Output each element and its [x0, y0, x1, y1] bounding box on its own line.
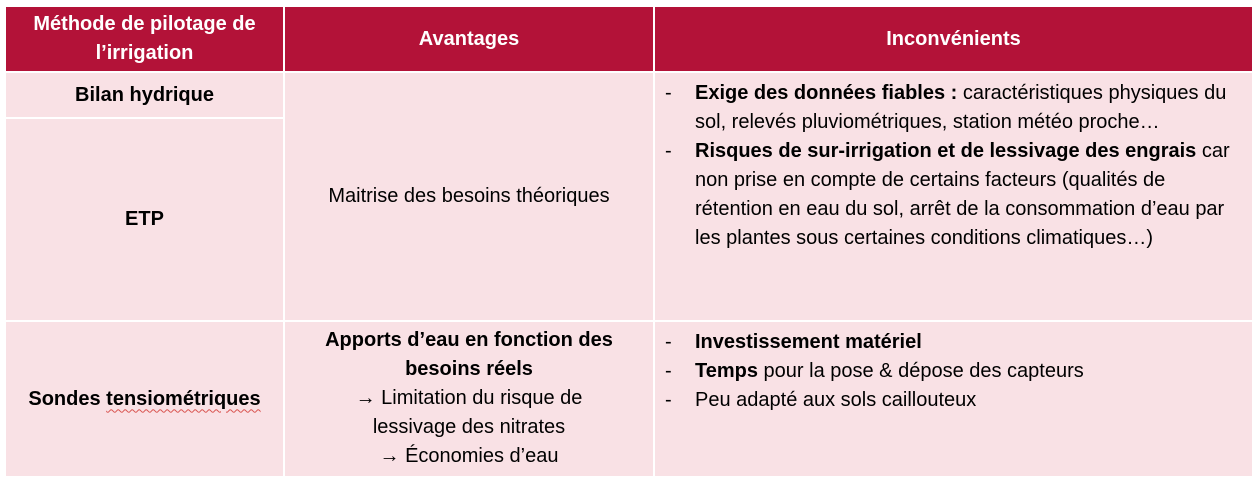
dash-marker: - [665, 82, 672, 104]
arrow-right-icon: → [355, 387, 376, 409]
advantage-sondes-line [313, 384, 625, 442]
table-row-sondes [5, 321, 1253, 477]
advantage-shared: Maitrise des besoins théoriques [284, 72, 654, 321]
advantage-sondes-line [313, 442, 625, 471]
advantage-sondes [284, 321, 654, 477]
header-row [5, 6, 1253, 72]
disadvantages-sondes-list [655, 328, 1252, 415]
list-item [665, 328, 1240, 357]
disadvantages-sondes [654, 321, 1253, 477]
item-text: pour la pose & dépose des capteurs [757, 360, 1084, 382]
disadvantages-shared-list [655, 79, 1252, 253]
header-method: Méthode de pilotage de l’irrigation [5, 6, 284, 72]
item-bold: Investissement matériel [695, 331, 922, 353]
dash-marker: - [665, 331, 672, 353]
irrigation-comparison-table [4, 5, 1254, 478]
dash-marker: - [665, 360, 672, 382]
disadvantages-shared [654, 72, 1253, 321]
advantage-line-text: Économies d’eau [405, 445, 559, 467]
item-bold: Exige des données fiables : [695, 82, 958, 104]
arrow-right-icon: → [379, 445, 400, 467]
list-item [665, 386, 1240, 415]
dash-marker: - [665, 140, 672, 162]
method-etp: ETP [5, 118, 284, 321]
item-text: caractéristiques physiques du sol, relevés pluviométriques, station météo proche… [695, 82, 1227, 133]
advantage-line-text: Limitation du risque de lessivage des nitrates [372, 387, 583, 438]
header-advantages: Avantages [284, 6, 654, 72]
method-sondes [5, 321, 284, 477]
item-bold: Temps [695, 360, 758, 382]
item-bold: Risques de sur-irrigation et de lessivage des engrais [695, 140, 1197, 162]
item-text: car non prise en compte de certains facteurs (qualités de rétention en eau du sol, arrêt de la consommation d’eau par les plantes sous certaines conditions climatiques…) [695, 140, 1230, 249]
method-sondes-underlined: tensiométriques [106, 387, 261, 410]
header-disadvantages: Inconvénients [654, 6, 1253, 72]
dash-marker: - [665, 389, 672, 411]
item-text: Peu adapté aux sols caillouteux [695, 389, 977, 411]
list-item [665, 79, 1240, 137]
list-item [665, 357, 1240, 386]
advantage-sondes-bold: Apports d’eau en fonction des besoins réels [325, 329, 613, 380]
method-sondes-prefix: Sondes [28, 387, 107, 410]
method-bilan-hydrique: Bilan hydrique [5, 72, 284, 118]
table-row-bilan [5, 72, 1253, 118]
list-item [665, 137, 1240, 253]
